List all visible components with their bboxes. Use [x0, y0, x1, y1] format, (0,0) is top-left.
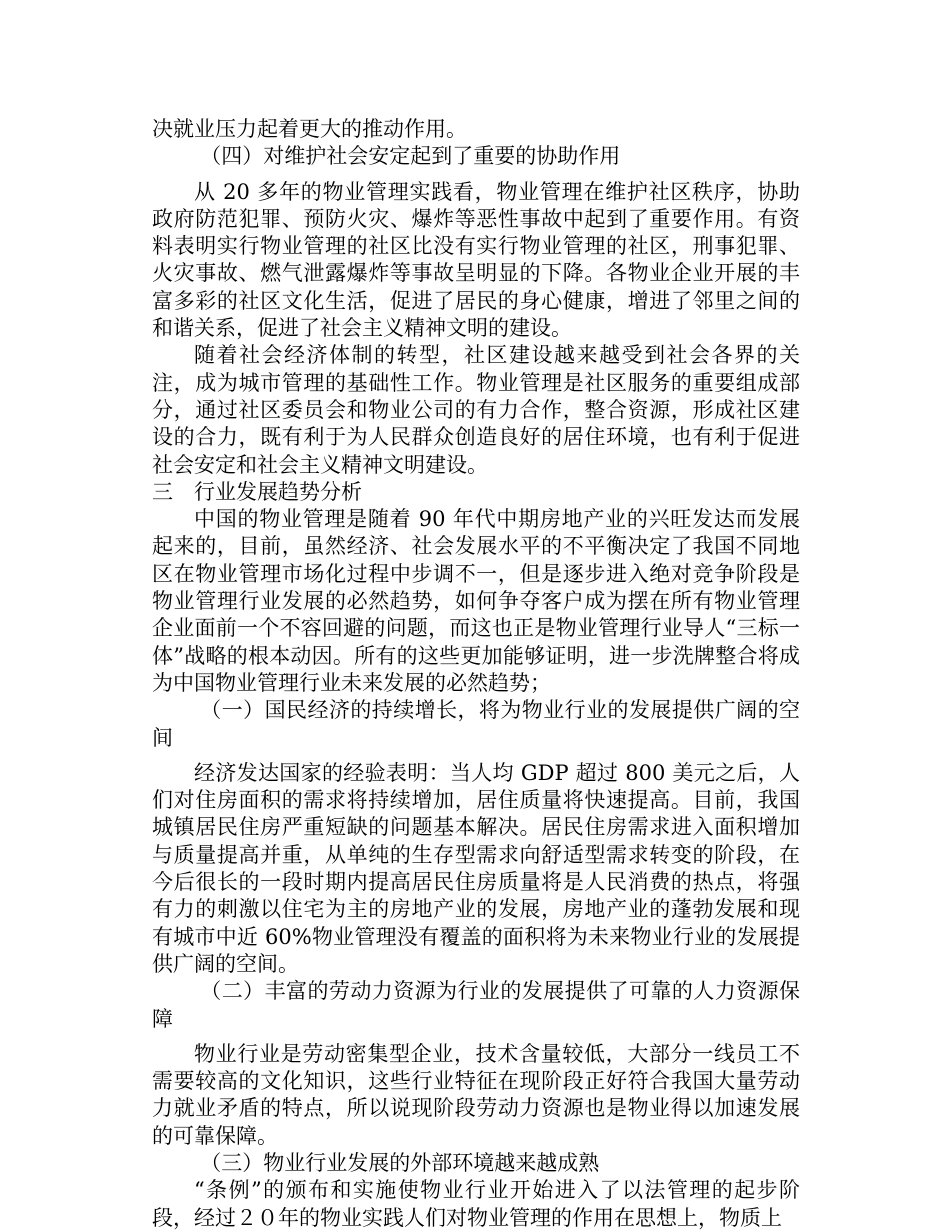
body-paragraph: 物业行业是劳动密集型企业，技术含量较低，大部分一线员工不需要较高的文化知识，这些行业特征在现阶段正好符合我国大量劳动力就业矛盾的特点，所以说现阶段劳动力资源也是物业得以加速发展的可靠保障。 [152, 1041, 800, 1148]
section-title: 行业发展趋势分析 [194, 479, 362, 504]
document-body [152, 116, 800, 1232]
paragraph-continuation: 决就业压力起着更大的推动作用。 [152, 117, 467, 141]
body-paragraph: 经济发达国家的经验表明：当人均 GDP 超过 800 美元之后，人们对住房面积的需求将持续增加，居住质量将快速提高。目前，我国城镇居民住房严重短缺的问题基本解决。居民住房需求进入面积增加与质量提高并重，从单纯的生存型需求向舒适型需求转变的阶段，在今后很长的一段时期内提高居民住房质量将是人民消费的热点，将强有力的刺激以住宅为主的房地产业的发展，房地产业的蓬勃发展和现有城市中近 60%物业管理没有覆盖的面积将为未来物业行业的发展提供广阔的空间。 [152, 760, 800, 976]
body-paragraph: 从 20 多年的物业管理实践看，物业管理在维护社区秩序，协助政府防范犯罪、预防火灾、爆炸等恶性事故中起到了重要作用。有资料表明实行物业管理的社区比没有实行物业管理的社区，刑事犯罪、火灾事故、燃气泄露爆炸等事故呈明显的下降。各物业企业开展的丰富多彩的社区文化生活，促进了居民的身心健康，增进了邻里之间的和谐关系，促进了社会主义精神文明的建设。 [152, 179, 800, 341]
section-number: 三 [152, 479, 173, 504]
subheading-2: （二）丰富的劳动力资源为行业的发展提供了可靠的人力资源保障 [152, 979, 800, 1031]
body-paragraph: 中国的物业管理是随着 90 年代中期房地产业的兴旺发达而发展起来的，目前，虽然经济、社会发展水平的不平衡决定了我国不同地区在物业管理市场化过程中步调不一，但是逐步进入绝对竞争阶段是物业管理行业发展的必然趋势，如何争夺客户成为摆在所有物业管理企业面前一个不容回避的问题，而这也正是物业管理行业导人“三标一体”战略的根本动因。所有的这些更加能够证明，进一步洗牌整合将成为中国物业管理行业未来发展的必然趋势； [152, 507, 800, 695]
subheading-1: （一）国民经济的持续增长，将为物业行业的发展提供广阔的空间 [152, 698, 800, 750]
body-paragraph: “条例”的颁布和实施使物业行业开始进入了以法管理的起步阶段，经过２０年的物业实践人们对物业管理的作用在思想上，物质上 [152, 1178, 800, 1230]
body-paragraph: 随着社会经济体制的转型，社区建设越来越受到社会各界的关注，成为城市管理的基础性工作。物业管理是社区服务的重要组成部分，通过社区委员会和物业公司的有力合作，整合资源，形成社区建设的合力，既有利于为人民群众创造良好的居住环境，也有利于促进社会安定和社会主义精神文明建设。 [152, 343, 800, 477]
section-heading-3 [152, 479, 800, 506]
subheading-4: （四）对维护社会安定起到了重要的协助作用 [200, 144, 621, 169]
subheading-3: （三）物业行业发展的外部环境越来越成熟 [200, 1150, 600, 1175]
